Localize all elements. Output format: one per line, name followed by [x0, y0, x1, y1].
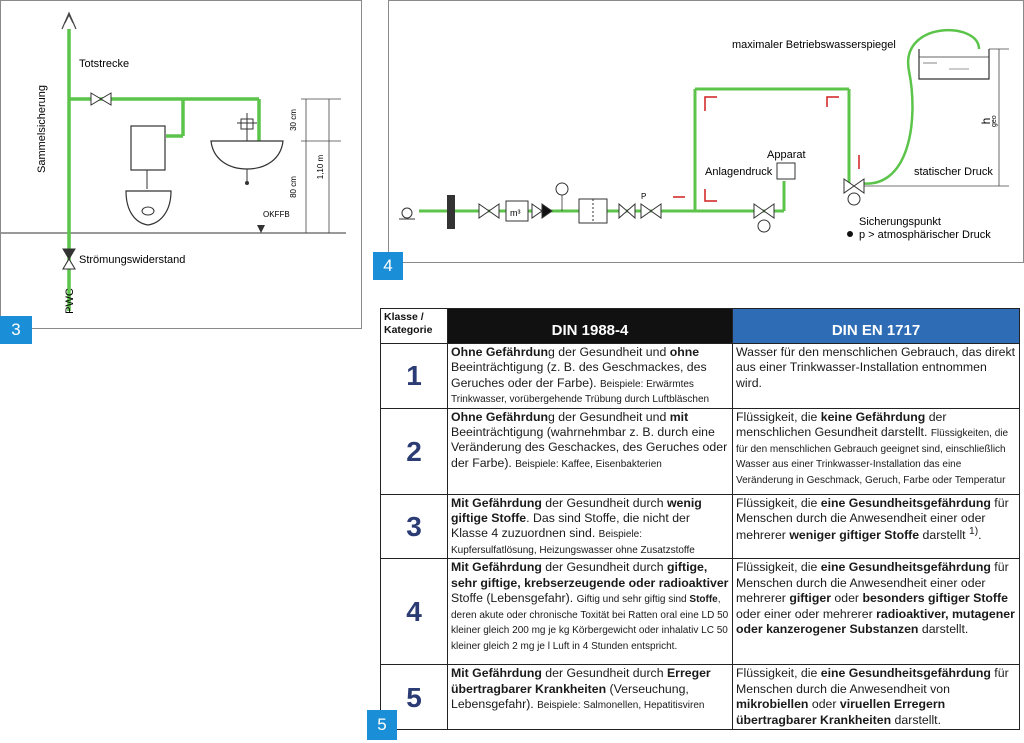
dim-80cm-label: 80 cm	[289, 176, 298, 198]
cell-text-segment: keine Gefährdung	[820, 409, 926, 424]
cell-text-segment: darstellt	[919, 528, 970, 543]
hgeo-subscript: geo	[991, 115, 998, 127]
din-1988-cell	[448, 344, 733, 409]
figure-4-number: 4	[373, 252, 403, 280]
apparatus-icon	[777, 163, 795, 179]
figure-3-svg	[1, 1, 361, 328]
cell-text-segment: oder	[830, 591, 863, 606]
cell-text-segment: Beispiele: Kupfersulfatlösung, Heizungswasser ohne Zusatzstoffe	[451, 529, 695, 556]
cell-text-segment: mikrobiellen	[736, 697, 809, 712]
figure-4-backflow-diagram	[388, 0, 1024, 263]
cell-text-segment: g der Gesundheit und	[548, 409, 670, 424]
cell-text-segment: Mit Gefährdung	[451, 666, 542, 681]
din-en-1717-cell	[733, 344, 1020, 409]
sammelsicherung-label: Sammelsicherung	[36, 84, 48, 174]
cell-text-segment: eine Gesundheitsgefährdung	[820, 666, 991, 681]
floor-marker-icon	[257, 225, 265, 233]
cell-text-segment: Stoffe (Lebensgefahr).	[451, 591, 577, 606]
anlagendruck-label: Anlagendruck	[705, 166, 773, 178]
din-1988-cell	[448, 559, 733, 665]
water-category-table	[380, 308, 1020, 730]
cell-text-segment: darstellt.	[891, 712, 942, 727]
din-en-1717-cell	[733, 494, 1020, 559]
cell-text-segment: Flüssigkeit, die	[736, 560, 821, 575]
flow-arrows	[673, 97, 859, 201]
cell-text-segment: für Menschen durch die Anwesendheit einer oder mehrerer	[736, 560, 1009, 606]
m3-label: m³	[510, 208, 521, 218]
pressure-reducer-icon	[619, 204, 635, 218]
sicherungspunkt-label: Sicherungspunkt	[859, 216, 941, 228]
cell-text-segment: viruellen Erregern übertragbarer Krankheiten	[736, 697, 946, 727]
device-valve-icon	[754, 204, 774, 218]
cell-text-segment: für Menschen durch die Anwesendheit von	[736, 666, 1009, 696]
cell-text-segment: Beispiele: Kaffee, Eisenbakterien	[515, 458, 662, 470]
cell-text-segment: der Gesundheit durch	[541, 560, 667, 575]
check-valve-open-icon	[532, 204, 542, 218]
class-number: 1	[381, 344, 448, 409]
cell-text-segment: radioaktiver, mutagener oder kanzerogener Substanzen	[736, 606, 1015, 636]
cell-text-segment: ohne	[669, 345, 700, 359]
class-number: 2	[381, 408, 448, 494]
table-header-row	[381, 309, 1020, 344]
cistern-icon	[131, 126, 165, 170]
faucet-icon	[399, 208, 415, 219]
cell-text-segment: . Das sind Stoffe, die nicht der Klasse 4 zuzuordnen sind.	[451, 511, 690, 541]
table-row	[381, 559, 1020, 665]
cell-text-segment: Beispiele: Salmonellen, Hepatitisviren	[537, 700, 705, 712]
din-en-1717-cell	[733, 665, 1020, 729]
dim-110m-label: 1,10 m	[316, 154, 325, 180]
cell-text-segment: eine Gesundheitsgefährdung	[820, 495, 991, 510]
cell-text-segment: Mit Gefährdung	[451, 560, 542, 575]
cell-text-segment: Flüssigkeiten, die für den menschlichen Gebrauch geeignet sind, einschließlich Wasser aus einer Trinkwasser-Installation das eine Veränderung in Geschmack, Geruch, Farbe oder Temperatur	[736, 428, 1009, 486]
figure-3-number: 3	[0, 316, 32, 344]
din-1988-cell	[448, 665, 733, 729]
table-row	[381, 665, 1020, 729]
din-en-1717-cell	[733, 559, 1020, 665]
cell-text-segment: Stoffe	[689, 594, 718, 606]
okffb-label: OKFFB	[263, 210, 290, 219]
class-number: 5	[381, 665, 448, 729]
apparat-label: Apparat	[767, 149, 806, 161]
pwc-label: PWC	[64, 288, 76, 314]
cell-text-segment: eine Gesundheitsgefährdung	[820, 560, 991, 575]
cell-text-segment: Ohne Gefährdun	[451, 409, 549, 424]
class-number: 3	[381, 494, 448, 559]
p-atm-label: p > atmosphärischer Druck	[859, 229, 991, 241]
p-label: P	[641, 192, 647, 201]
toilet-icon	[126, 170, 171, 225]
cell-text-segment: , deren akute oder chronische Toxität bei Ratten oral eine LD 50 kleiner gleich 200 mg je kg Körbergewicht oder inhalativ LC 50 kleiner gleich 2 mg je l Luft in 4 Stunden entspricht.	[451, 594, 729, 652]
pump-2-icon	[848, 193, 860, 205]
din-1988-cell	[448, 494, 733, 559]
cell-text-segment: für Menschen durch die Anwesendheit einer oder mehrerer	[736, 495, 1009, 543]
cell-text-segment: Beeinträchtigung (z. B. des Geschmackes, des Geruches oder der Farbe).	[451, 360, 707, 390]
dim-30cm-label: 30 cm	[289, 109, 298, 131]
klasse-header	[381, 309, 448, 344]
cell-text-segment: oder	[808, 697, 840, 712]
cell-text-segment: Flüssigkeit, die	[736, 495, 821, 510]
table-body	[381, 344, 1020, 730]
washbasin-icon	[211, 113, 283, 185]
din-1988-cell	[448, 408, 733, 494]
din-1988-header: DIN 1988-4	[448, 309, 733, 344]
cell-text-segment: giftiger	[789, 591, 831, 606]
kategorie-label: Kategorie	[384, 324, 433, 337]
cell-text-segment: der menschlichen Gesundheit darstellt.	[736, 409, 947, 440]
hgeo-label: h	[979, 117, 993, 125]
figure-5-number: 5	[367, 710, 397, 740]
cell-text-segment: Flüssigkeit, die	[736, 409, 821, 424]
cell-text-segment: Beispiele: Erwärmtes Trinkwasser, vorübergehende Trübung durch Luftbläschen	[451, 378, 710, 406]
stroemungswiderstand-label: Strömungswiderstand	[79, 254, 186, 266]
statischer-druck-label: statischer Druck	[914, 166, 993, 178]
cell-text-segment: darstellt.	[918, 621, 969, 636]
din-en-1717-header: DIN EN 1717	[733, 309, 1020, 344]
class-number: 4	[381, 559, 448, 665]
totstrecke-label: Totstrecke	[79, 58, 130, 70]
cell-text-segment: mit	[669, 409, 689, 424]
cell-text-segment: Flüssigkeit, die	[736, 666, 821, 681]
cell-text-segment: oder einer oder mehrerer	[736, 606, 877, 621]
shutoff-valve-icon	[479, 204, 499, 218]
cell-text-segment: 1)	[969, 526, 979, 538]
valve-2-icon	[641, 204, 661, 218]
cell-text-segment: besonders giftiger Stoffe	[862, 591, 1008, 606]
table-row	[381, 408, 1020, 494]
cell-text-segment: Erreger übertragbarer Krankheiten	[451, 666, 711, 696]
check-valve-filled-icon	[542, 204, 552, 218]
gauge-icon	[556, 183, 568, 195]
safety-point-dot	[847, 231, 853, 237]
cell-text-segment: weniger giftiger Stoffe	[789, 528, 920, 543]
cell-text-segment: der Gesundheit durch	[541, 666, 667, 681]
figure-4-svg	[389, 1, 1023, 262]
max-wasserspiegel-label: maximaler Betriebswasserspiegel	[732, 39, 896, 51]
wall-icon	[447, 195, 455, 229]
klasse-label: Klasse /	[384, 311, 424, 323]
cell-text-segment: Beeinträchtigung (wahrnehmbar z. B. durch eine Veränderung des Geschackes, des Geruches oder der Farbe).	[451, 425, 728, 470]
cell-text-segment: wenig giftige Stoffe	[451, 495, 702, 526]
cell-text-segment: der Gesundheit durch	[541, 495, 667, 510]
cell-text-segment: Wasser für den menschlichen Gebrauch, das direkt aus einer Trinkwasser-Installation entnommen wird.	[736, 345, 1016, 390]
din-en-1717-cell	[733, 408, 1020, 494]
table-row	[381, 344, 1020, 409]
valve-icon	[91, 93, 111, 105]
table-row	[381, 494, 1020, 559]
cell-text-segment: Giftig und sehr giftig sind	[576, 594, 690, 606]
cell-text-segment: .	[978, 528, 982, 543]
tank-icon	[919, 49, 989, 79]
figure-3-dead-leg-diagram	[0, 0, 362, 329]
cell-text-segment: (Verseuchung, Lebensgefahr).	[451, 681, 689, 712]
cell-text-segment: Mit Gefährdung	[451, 495, 542, 510]
pump-icon	[758, 220, 770, 232]
tank-valve-icon	[844, 179, 864, 193]
cell-text-segment: g der Gesundheit und	[548, 345, 670, 359]
cell-text-segment: giftige, sehr giftige, krebserzeugende oder radioaktiver	[451, 560, 729, 590]
cell-text-segment: Ohne Gefährdun	[451, 345, 549, 359]
